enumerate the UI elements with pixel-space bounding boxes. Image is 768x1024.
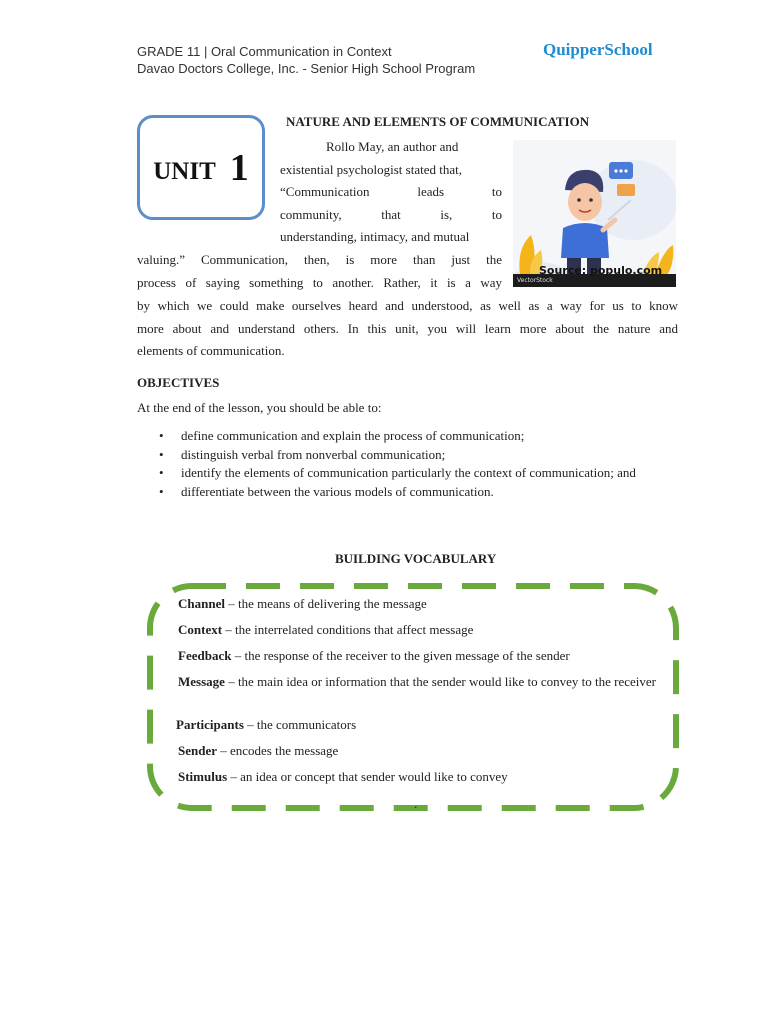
intro-narrow-block xyxy=(280,136,502,249)
page-title: NATURE AND ELEMENTS OF COMMUNICATION xyxy=(286,114,590,129)
vocab-item-context: Context – the interrelated conditions that affect message xyxy=(178,622,474,637)
objectives-heading: OBJECTIVES xyxy=(137,375,220,390)
bullet-icon: • xyxy=(159,465,164,480)
intro-line: Rollo May, an author and xyxy=(326,139,459,154)
objective-item: • define communication and explain the process of communication; xyxy=(159,428,525,443)
vocab-item-message: Message – the main idea or information that the sender would like to convey to the receiver xyxy=(178,674,656,689)
communication-illustration xyxy=(513,140,676,287)
intro-full-block xyxy=(137,295,678,363)
intro-line: elements of communication. xyxy=(137,343,285,358)
intro-line: “Communication leads to xyxy=(280,184,502,199)
intro-line: process of saying something to another. Rather, it is a way xyxy=(137,274,502,290)
intro-line: more about and understand others. In this unit, you will learn more about the nature and xyxy=(137,320,678,336)
vocabulary-heading: BUILDING VOCABULARY xyxy=(335,551,497,566)
intro-line: existential psychologist stated that, xyxy=(280,161,462,177)
intro-wide-block xyxy=(137,249,502,294)
objective-item: • identify the elements of communication particularly the context of communication; and xyxy=(159,465,636,480)
unit-word: UNIT xyxy=(153,157,216,185)
vocab-item-sender: Sender – encodes the message xyxy=(178,743,339,758)
intro-line: community, that is, to xyxy=(280,206,502,222)
objectives-lead: At the end of the lesson, you should be able to: xyxy=(137,400,382,415)
trailing-period: . xyxy=(414,796,418,811)
unit-badge xyxy=(137,115,265,220)
vocab-item-stimulus: Stimulus – an idea or concept that sender would like to convey xyxy=(178,769,508,784)
vocab-item-channel: Channel – the means of delivering the message xyxy=(178,596,427,611)
intro-line: by which we could make ourselves heard and understood, as well as a way for us to know xyxy=(137,298,678,313)
bullet-icon: • xyxy=(159,428,164,443)
vocab-item-feedback: Feedback – the response of the receiver to the given message of the sender xyxy=(178,648,570,663)
intro-line: understanding, intimacy, and mutual xyxy=(280,229,470,244)
unit-number: 1 xyxy=(229,146,249,189)
brand-logo-text: QuipperSchool xyxy=(543,40,653,59)
bullet-icon: • xyxy=(159,483,164,499)
objective-item: • differentiate between the various models of communication. xyxy=(159,483,494,499)
image-watermark: VectorStock xyxy=(517,277,553,284)
header-school-line: Davao Doctors College, Inc. - Senior High School Program xyxy=(137,61,476,76)
intro-line: valuing.” Communication, then, is more than just the xyxy=(137,252,502,267)
header-course-line: GRADE 11 | Oral Communication in Context xyxy=(137,44,392,59)
image-source-caption: Source: populo.com xyxy=(539,264,663,277)
bullet-icon: • xyxy=(159,446,164,462)
vocab-item-participants: Participants – the communicators xyxy=(176,717,357,732)
objectives-list xyxy=(137,427,678,501)
objective-item: • distinguish verbal from nonverbal communication; xyxy=(159,446,446,462)
